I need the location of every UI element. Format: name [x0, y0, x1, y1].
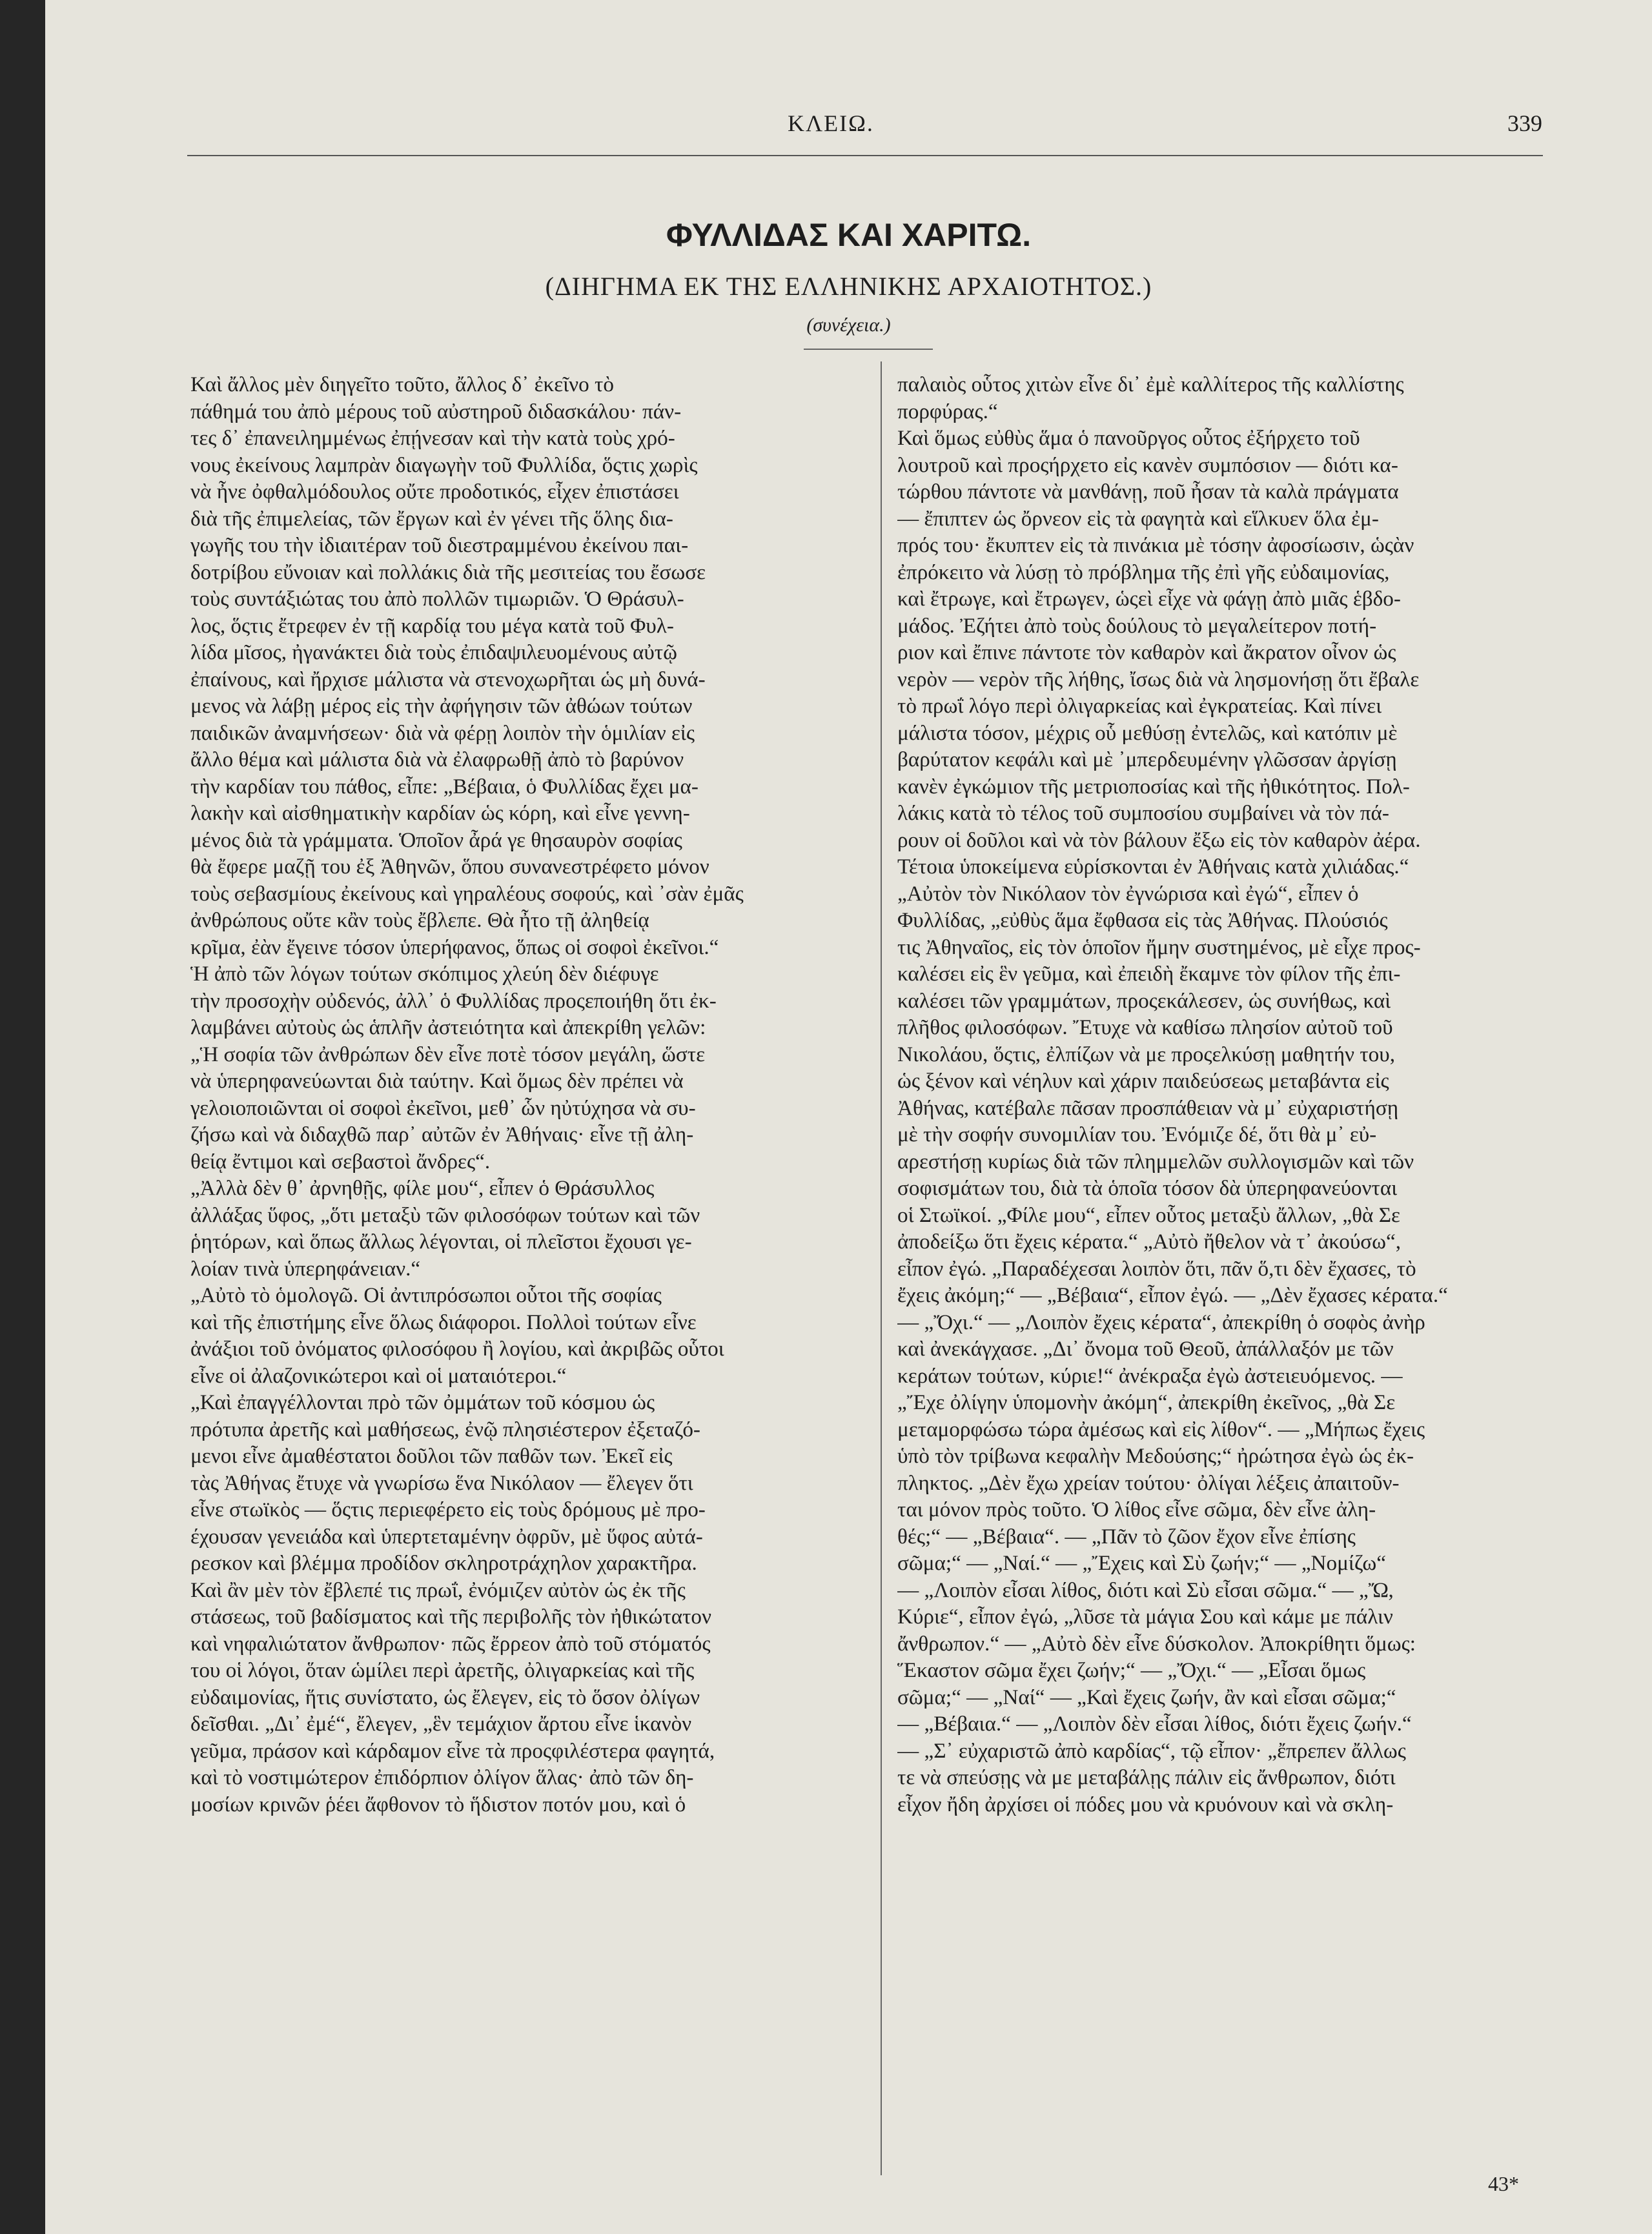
- text-line: — ἔπιπτεν ὡς ὄρνεον εἰς τὰ φαγητὰ καὶ εἵλκυεν ὅλα ἐμ-: [897, 506, 1379, 531]
- text-line: ἀποδείξω ὅτι ἔχεις κέρατα.“ „Αὐτὸ ἤθελον νὰ τ᾽ ἀκούσω“,: [897, 1230, 1402, 1254]
- text-line: Καὶ ὅμως εὐθὺς ἅμα ὁ πανοῦργος οὗτος ἐξήρχετο τοῦ: [897, 426, 1360, 450]
- text-line: Νικολάου, ὅςτις, ἐλπίζων νὰ με προςελκύσῃ μαθητήν του,: [897, 1042, 1396, 1066]
- text-line: Τέτοια ὑποκείμενα εὑρίσκονται ἐν Ἀθήναις κατὰ χιλιάδας.“: [897, 855, 1409, 878]
- signature-mark: 43*: [1488, 2172, 1519, 2195]
- text-line: ρουν οἱ δοῦλοι καὶ νὰ τὸν βάλουν ἔξω εἰς τὸν καθαρὸν ἀέρα.: [897, 828, 1421, 852]
- text-line: ἔχεις ἀκόμη;“ — „Βέβαια“, εἶπον ἐγώ. — „Δὲν ἔχασες κέρατα.“: [897, 1283, 1448, 1307]
- text-line: θὰ ἔφερε μαζῇ του ἐξ Ἀθηνῶν, ὅπου συνανεστρέφετο μόνον: [190, 855, 709, 878]
- text-line: του οἱ λόγοι, ὅταν ὡμίλει περὶ ἀρετῆς, ὀλιγαρκείας καὶ τῆς: [190, 1658, 695, 1682]
- text-line: διὰ τῆς ἐπιμελείας, τῶν ἔργων καὶ ἐν γένει τῆς ὅλης δια-: [190, 506, 673, 531]
- text-line: νὰ ὑπερηφανεύωνται διὰ ταύτην. Καὶ ὅμως δὲν πρέπει νὰ: [190, 1069, 684, 1093]
- text-line: βαρύτατον κεφάλι καὶ μὲ ᾽μπερδευμένην γλῶσσαν ἀργίσῃ: [897, 747, 1397, 771]
- text-line: παιδικῶν ἀναμνήσεων· διὰ νὰ φέρῃ λοιπὸν τὴν ὁμιλίαν εἰς: [190, 720, 695, 745]
- text-line: έχουσαν γενειάδα καὶ ὑπερτεταμένην ὀφρῦν, μὲ ὕφος αὐτά-: [190, 1524, 703, 1549]
- text-line: γωγῆς του τὴν ἰδιαιτέραν τοῦ διεστραμμένου ἐκείνου παι-: [190, 533, 689, 557]
- text-line: τοὺς συντάξιώτας του ἀπὸ πολλῶν τιμωριῶν. Ὁ Θράσυλ-: [190, 587, 684, 611]
- text-line: Καὶ ἄλλος μὲν διηγεῖτο τοῦτο, ἄλλος δ᾽ ἐκεῖνο τὸ: [190, 372, 614, 396]
- text-line: νὰ ἦνε ὀφθαλμόδουλος οὔτε προδοτικός, εἶχεν ἐπιστάσει: [190, 480, 679, 503]
- text-line: τοὺς σεβασμίους ἐκείνους καὶ γηραλέους σοφούς, καὶ ᾽σὰν ἐμᾶς: [190, 881, 744, 906]
- text-line: — „Λοιπὸν εἶσαι λίθος, διότι καὶ Σὺ εἶσαι σῶμα.“ — „Ὤ,: [897, 1578, 1394, 1602]
- text-line: τις Ἀθηναῖος, εἰς τὸν ὁποῖον ἤμην συστημένος, μὲ εἶχε προς-: [897, 935, 1421, 959]
- text-line: καὶ ἀνεκάγχασε. „Δι᾽ ὄνομα τοῦ Θεοῦ, ἀπάλλαξόν με τῶν: [897, 1337, 1394, 1361]
- text-line: ἀνθρώπους οὔτε κἂν τοὺς ἔβλεπε. Θὰ ἦτο τῇ ἀληθείᾳ: [190, 908, 649, 932]
- running-header: [45, 110, 1652, 148]
- text-line: ὡς ξένον καὶ νέηλυν καὶ χάριν παιδεύσεως μεταβάντα εἰς: [897, 1069, 1389, 1093]
- continuation-note: (συνέχεια.): [806, 314, 891, 336]
- text-line: λουτροῦ καὶ προςήρχετο εἰς κανὲν συμπόσιον — διότι κα-: [897, 452, 1398, 477]
- text-line: ἄνθρωπον.“ — „Αὐτὸ δὲν εἶνε δύσκολον. Ἀποκρίθητι ὅμως:: [897, 1631, 1416, 1656]
- text-line: μεταμορφώσω τώρα ἀμέσως καὶ εἰς λίθον“. — „Μήπως ἔχεις: [897, 1417, 1425, 1441]
- text-line: σῶμα;“ — „Ναί.“ — „Ἔχεις καὶ Σὺ ζωήν;“ — „Νομίζω“: [897, 1551, 1386, 1575]
- article-subtitle: (ΔΙΗΓΗΜΑ ΕΚ ΤΗΣ ΕΛΛΗΝΙΚΗΣ ΑΡΧΑΙΟΤΗΤΟΣ.): [545, 272, 1152, 301]
- text-line: γεῦμα, πράσον καὶ κάρδαμον εἶνε τὰ προςφιλέστερα φαγητά,: [190, 1738, 715, 1763]
- text-line: καὶ νηφαλιώτατον ἄνθρωπον· πῶς ἔρρεον ἀπὸ τοῦ στόματός: [190, 1631, 711, 1656]
- text-line: μάλιστα τόσον, μέχρις οὗ μεθύσῃ ἐντελῶς, καὶ κατόπιν μὲ: [897, 720, 1398, 745]
- text-line: καλέσει εἰς ἓν γεῦμα, καὶ ἐπειδὴ ἔκαμνε τὸν φίλον τῆς ἐπι-: [897, 962, 1401, 986]
- text-line: λοίαν τινὰ ὑπερηφάνειαν.“: [190, 1256, 421, 1281]
- text-line: κανὲν ἐγκώμιον τῆς μετριοποσίας καὶ τῆς ἠθικότητος. Πολ-: [897, 774, 1410, 798]
- text-line: ἐπρόκειτο νὰ λύσῃ τὸ πρόβλημα τῆς ἐπὶ γῆς εὐδαιμονίας,: [897, 560, 1390, 584]
- text-line: παλαιὸς οὗτος χιτὼν εἶνε δι᾽ ἐμὲ καλλίτερος τῆς καλλίστης: [897, 372, 1404, 396]
- text-line: καλέσει τῶν γραμμάτων, προςεκάλεσεν, ὡς συνήθως, καὶ: [897, 988, 1391, 1013]
- text-line: πλῆθος φιλοσόφων. Ἔτυχε νὰ καθίσω πλησίον αὐτοῦ τοῦ: [897, 1015, 1393, 1039]
- text-line: τὸ πρωΐ λόγο περὶ ὀλιγαρκείας καὶ ἐγκρατείας. Καὶ πίνει: [897, 694, 1382, 718]
- text-line: λαμβάνει αὐτοὺς ὡς ἁπλῆν ἀστειότητα καὶ ἀπεκρίθη γελῶν:: [190, 1015, 706, 1039]
- text-line: κεράτων τούτων, κύριε!“ ἀνέκραξα ἐγὼ ἀστειευόμενος. —: [897, 1363, 1403, 1388]
- text-line: πορφύρας.“: [897, 399, 998, 423]
- left-column: [190, 371, 862, 1818]
- text-line: „Καὶ ἐπαγγέλλονται πρὸ τῶν ὀμμάτων τοῦ κόσμου ὡς: [190, 1390, 655, 1414]
- text-line: Κύριε“, εἶπον ἐγώ, „λῦσε τὰ μάγια Σου καὶ κάμε με πάλιν: [897, 1605, 1393, 1629]
- text-line: δεῖσθαι. „Δι᾽ ἐμέ“, ἔλεγεν, „ἓν τεμάχιον ἄρτου εἶνε ἱκανὸν: [190, 1712, 692, 1736]
- text-line: τώρθου πάντοτε νὰ μανθάνῃ, ποῦ ἦσαν τὰ καλὰ πράγματα: [897, 480, 1399, 503]
- text-line: αρεστήσῃ κυρίως διὰ τῶν πλημμελῶν συλλογισμῶν καὶ τῶν: [897, 1149, 1414, 1173]
- title-rule: [804, 349, 933, 350]
- text-line: μὲ τὴν σοφήν συνομιλίαν του. Ἐνόμιζε δέ, ὅτι θὰ μ᾽ εὐ-: [897, 1122, 1377, 1146]
- text-line: ἄλλο θέμα καὶ μάλιστα διὰ νὰ ἐλαφρωθῇ ἀπὸ τὸ βαρύνον: [190, 747, 684, 771]
- text-line: ζήσω καὶ νὰ διδαχθῶ παρ᾽ αὐτῶν ἐν Ἀθήναις· εἶνε τῇ ἀλη-: [190, 1122, 694, 1146]
- text-line: εἶχον ἤδη ἀρχίσει οἱ πόδες μου νὰ κρυόνουν καὶ νὰ σκλη-: [897, 1792, 1394, 1816]
- text-line: καὶ ἔτρωγε, καὶ ἔτρωγεν, ὡςεὶ εἶχε νὰ φάγῃ ἀπὸ μιᾶς ἑβδο-: [897, 587, 1401, 611]
- text-line: πληκτος. „Δὲν ἔχω χρείαν τούτου· ὀλίγαι λέξεις ἀπαιτοῦν-: [897, 1470, 1400, 1495]
- text-line: ρεσκον καὶ βλέμμα προδίδον σκληροτράχηλον χαρακτῆρα.: [190, 1551, 697, 1575]
- text-line: — „Σ᾽ εὐχαριστῶ ἀπὸ καρδίας“, τῷ εἶπον· „ἔπρεπεν ἄλλως: [897, 1738, 1406, 1763]
- text-line: — „Βέβαια.“ — „Λοιπὸν δὲν εἶσαι λίθος, διότι ἔχεις ζωήν.“: [897, 1712, 1412, 1736]
- text-line: Καὶ ἂν μὲν τὸν ἔβλεπέ τις πρωΐ, ἐνόμιζεν αὐτὸν ὡς ἐκ τῆς: [190, 1578, 686, 1602]
- text-line: εἶπον ἐγώ. „Παραδέχεσαι λοιπὸν ὅτι, πᾶν ὅ,τι δὲν ἔχασες, τὸ: [897, 1256, 1416, 1281]
- text-line: τὴν καρδίαν του πάθος, εἶπε: „Βέβαια, ὁ Φυλλίδας ἔχει μα-: [190, 774, 699, 798]
- text-line: μάδος. Ἐζήτει ἀπὸ τοὺς δούλους τὸ μεγαλείτερον ποτή-: [897, 613, 1377, 638]
- text-line: εἶνε στωϊκὸς — ὅςτις περιεφέρετο εἰς τοὺς δρόμους μὲ προ-: [190, 1498, 706, 1521]
- journal-title: ΚΛΕΙΩ.: [788, 110, 874, 136]
- text-line: ῥητόρων, καὶ ὅπως ἄλλως λέγονται, οἱ πλεῖστοι ἔχουσι γε-: [190, 1230, 692, 1254]
- text-line: τὰς Ἀθήνας ἔτυχε νὰ γνωρίσω ἕνα Νικόλαον — ἔλεγεν ὅτι: [190, 1470, 693, 1495]
- text-line: καὶ τὸ νοστιμώτερον ἐπιδόρπιον ὀλίγον ἅλας· ἀπὸ τῶν δη-: [190, 1765, 694, 1789]
- journal-page: [45, 0, 1652, 2234]
- text-line: καὶ τῆς ἐπιστήμης εἶνε ὅλως διάφοροι. Πολλοὶ τούτων εἶνε: [190, 1310, 697, 1334]
- text-line: θείᾳ ἔντιμοι καὶ σεβαστοὶ ἄνδρες“.: [190, 1149, 491, 1173]
- text-line: δοτρίβου εὔνοιαν καὶ πολλάκις διὰ τῆς μεσιτείας του ἔσωσε: [190, 560, 706, 584]
- text-line: τὴν προσοχὴν οὐδενός, ἀλλ᾽ ὁ Φυλλίδας προςεποιήθη ὅτι ἐκ-: [190, 988, 717, 1013]
- right-column: [897, 371, 1562, 1818]
- text-line: μένος διὰ τὰ γράμματα. Ὁποῖον ἆρά γε θησαυρὸν σοφίας: [190, 828, 682, 852]
- text-line: οἱ Στωϊκοί. „Φίλε μου“, εἶπεν οὗτος μεταξὺ ἄλλων, „θὰ Σε: [897, 1203, 1400, 1227]
- text-line: „Αὐτὸν τὸν Νικόλαον τὸν ἐγνώρισα καὶ ἐγώ“, εἶπεν ὁ: [897, 881, 1359, 906]
- text-line: πρότυπα ἀρετῆς καὶ μαθήσεως, ἐνῷ πλησιέστερον ἐξεταζό-: [190, 1417, 700, 1441]
- text-line: μοσίων κρινῶν ῥέει ἄφθονον τὸ ἥδιστον ποτόν μου, καὶ ὁ: [190, 1792, 686, 1816]
- text-line: „Ἀλλὰ δὲν θ᾽ ἀρνηθῇς, φίλε μου“, εἶπεν ὁ Θράσυλλος: [190, 1176, 655, 1200]
- text-line: Ἕκαστον σῶμα ἔχει ζωήν;“ — „Ὄχι.“ — „Εἶσαι ὅμως: [897, 1658, 1366, 1682]
- text-line: θές;“ — „Βέβαια“. — „Πᾶν τὸ ζῶον ἔχον εἶνε ἐπίσης: [897, 1524, 1356, 1549]
- text-line: κρῖμα, ἐὰν ἔγεινε τόσον ὑπερήφανος, ὅπως οἱ σοφοὶ ἐκεῖνοι.“: [190, 935, 719, 959]
- header-rule: [187, 155, 1543, 156]
- text-line: ἀνάξιοι τοῦ ὀνόματος φιλοσόφου ἢ λογίου, καὶ ἀκριβῶς οὗτοι: [190, 1337, 724, 1361]
- text-line: λος, ὅςτις ἔτρεφεν ἐν τῇ καρδίᾳ του μέγα κατὰ τοῦ Φυλ-: [190, 613, 674, 638]
- text-line: σοφισμάτων του, διὰ τὰ ὁποῖα τόσον δὰ ὑπερηφανεύονται: [897, 1176, 1398, 1200]
- text-line: πάθημά του ἀπὸ μέρους τοῦ αὐστηροῦ διδασκάλου· πάν-: [190, 399, 682, 423]
- text-line: τε νὰ σπεύσῃς νὰ με μεταβάλῃς πάλιν εἰς ἄνθρωπον, διότι: [897, 1765, 1396, 1789]
- text-line: ἀλλάξας ὕφος, „ὅτι μεταξὺ τῶν φιλοσόφων τούτων καὶ τῶν: [190, 1203, 700, 1227]
- page-number: 339: [1507, 110, 1542, 136]
- text-line: „Ἔχε ὀλίγην ὑπομονὴν ἀκόμη“, ἀπεκρίθη ἐκεῖνος, „θὰ Σε: [897, 1390, 1396, 1414]
- column-divider: [881, 361, 882, 2175]
- text-line: λίδα μῖσος, ἠγανάκτει διὰ τοὺς ἐπιδαψιλευομένους αὐτῷ: [190, 640, 677, 664]
- text-line: ἐπαίνους, καὶ ἤρχισε μάλιστα νὰ στενοχωρῆται ὡς μὴ δυνά-: [190, 667, 706, 691]
- text-line: νερὸν — νερὸν τῆς λήθης, ἴσως διὰ νὰ λησμονήσῃ ὅτι ἔβαλε: [897, 667, 1420, 691]
- text-line: μενοι εἶνε ἀμαθέστατοι δοῦλοι τῶν παθῶν των. Ἐκεῖ εἰς: [190, 1444, 673, 1468]
- text-line: „Ἡ σοφία τῶν ἀνθρώπων δὲν εἶνε ποτὲ τόσον μεγάλη, ὥστε: [190, 1042, 706, 1066]
- text-line: νους ἐκείνους λαμπρὰν διαγωγὴν τοῦ Φυλλίδα, ὅςτις χωρὶς: [190, 452, 698, 477]
- text-line: Ἡ ἀπὸ τῶν λόγων τούτων σκόπιμος χλεύη δὲν διέφυγε: [190, 962, 659, 986]
- text-line: μενος νὰ λάβῃ μέρος εἰς τὴν ἀφήγησιν τῶν ἀθώων τούτων: [190, 694, 693, 718]
- text-line: εἶνε οἱ ἀλαζονικώτεροι καὶ οἱ ματαιότεροι.“: [190, 1363, 567, 1388]
- text-line: λακὴν καὶ αἰσθηματικὴν καρδίαν ὡς κόρη, καὶ εἶνε γεννη-: [190, 801, 690, 825]
- text-line: Φυλλίδας, „εὐθὺς ἅμα ἔφθασα εἰς τὰς Ἀθήνας. Πλούσιός: [897, 908, 1388, 932]
- text-line: ται μόνον πρὸς τοῦτο. Ὁ λίθος εἶνε σῶμα, δὲν εἶνε ἀλη-: [897, 1498, 1376, 1521]
- text-line: γελοιοποιῶνται οἱ σοφοὶ ἐκεῖνοι, μεθ᾽ ὧν ηὐτύχησα νὰ συ-: [190, 1095, 696, 1120]
- text-line: σῶμα;“ — „Ναί“ — „Καὶ ἔχεις ζωήν, ἂν καὶ εἶσαι σῶμα;“: [897, 1685, 1396, 1709]
- article-title: ΦΥΛΛΙΔΑΣ ΚΑΙ ΧΑΡΙΤΩ.: [666, 217, 1032, 253]
- text-line: — „Ὄχι.“ — „Λοιπὸν ἔχεις κέρατα“, ἀπεκρίθη ὁ σοφὸς ἀνὴρ: [897, 1310, 1425, 1334]
- text-line: ὑπὸ τὸν τρίβωνα κεφαλὴν Μεδούσης;“ ἠρώτησα ἐγὼ ὡς ἐκ-: [897, 1444, 1414, 1468]
- text-line: Ἀθήνας, κατέβαλε πᾶσαν προσπάθειαν νὰ μ᾽ εὐχαριστήσῃ: [897, 1095, 1399, 1120]
- text-line: εὐδαιμονίας, ἥτις συνίστατο, ὡς ἔλεγεν, εἰς τὸ ὅσον ὀλίγων: [190, 1685, 700, 1709]
- text-line: ριον καὶ ἔπινε πάντοτε τὸν καθαρὸν καὶ ἄκρατον οἶνον ὡς: [897, 640, 1396, 664]
- text-line: λάκις κατὰ τὸ τέλος τοῦ συμποσίου συμβαίνει νὰ τὸν πά-: [897, 801, 1389, 825]
- text-line: τες δ᾽ ἐπανειλημμένως ἐπῄνεσαν καὶ τὴν κατὰ τοὺς χρό-: [190, 426, 675, 450]
- text-line: στάσεως, τοῦ βαδίσματος καὶ τῆς περιβολῆς τὸν ἠθικώτατον: [190, 1605, 712, 1629]
- text-line: πρός του· ἔκυπτεν εἰς τὰ πινάκια μὲ τόσην ἀφοσίωσιν, ὡςὰν: [897, 533, 1414, 557]
- text-line: „Αὐτὸ τὸ ὁμολογῶ. Οἱ ἀντιπρόσωποι οὗτοι τῆς σοφίας: [190, 1283, 662, 1307]
